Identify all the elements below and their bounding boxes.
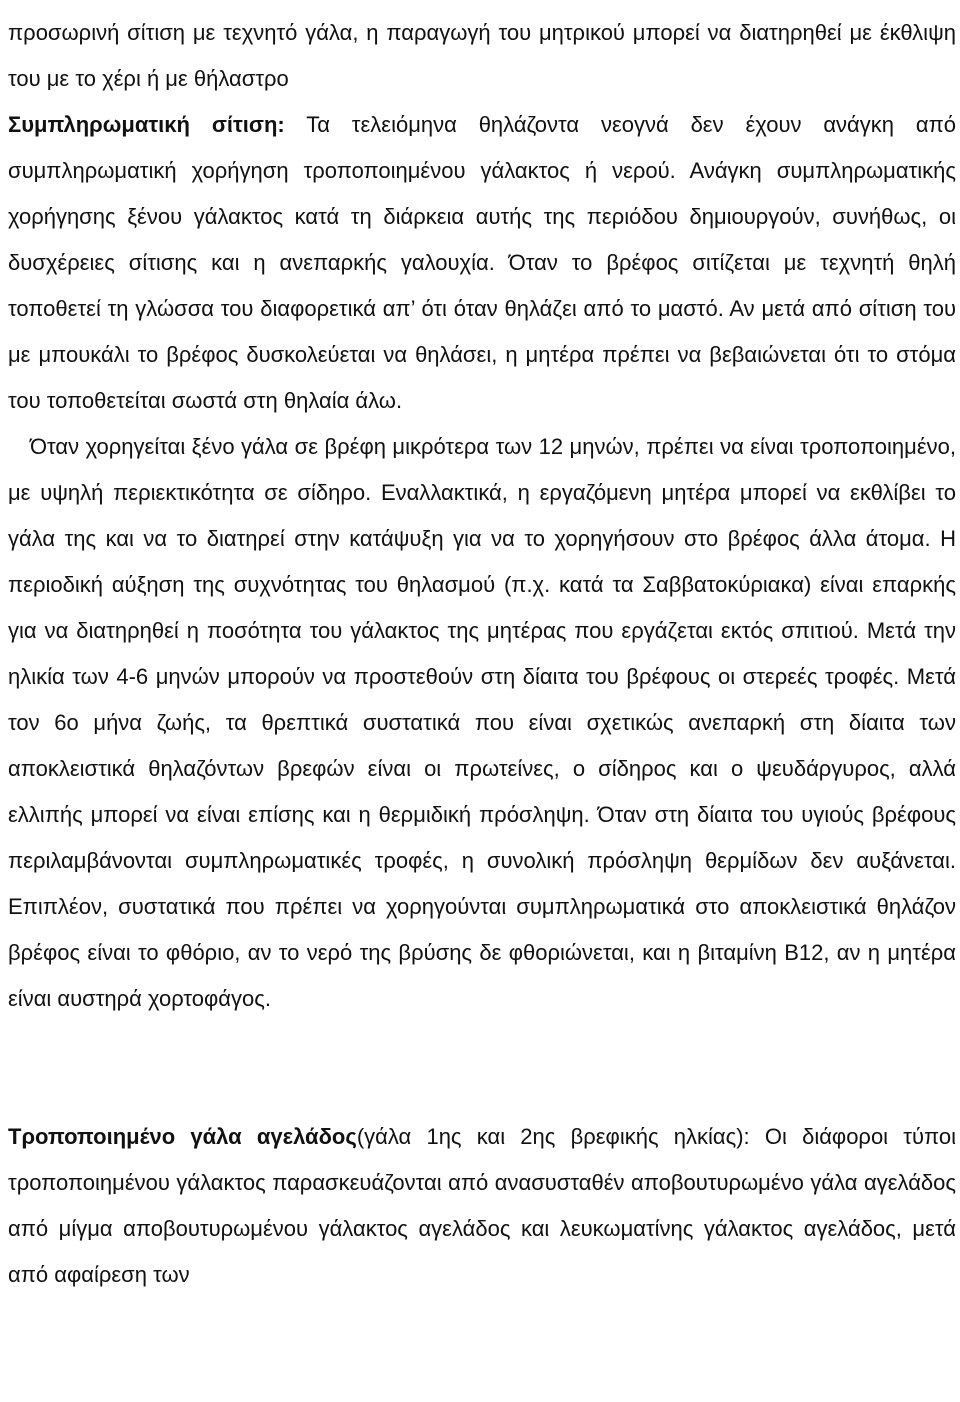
paragraph-supplementary-feeding [8,102,956,424]
section-heading-supplementary-feeding: Συμπληρωματική σίτιση: [8,112,285,137]
paragraph-text: προσωρινή σίτιση με τεχνητό γάλα, η παραγωγή του μητρικού μπορεί να διατηρηθεί με έκθλιψη του με το χέρι ή με θήλαστρο [8,20,956,91]
paragraph-text: Όταν χορηγείται ξένο γάλα σε βρέφη μικρότερα των 12 μηνών, πρέπει να είναι τροποποιημένο, με υψηλή περιεκτικότητα σε σίδηρο. Εναλλακτικά, η εργαζόμενη μητέρα μπορεί να εκθλίβει το γάλα της και να το διατηρεί στην κατάψυξη για να το χορηγήσουν στο βρέφος άλλα άτομα. Η περιοδική αύξηση της συχνότητας του θηλασμού (π.χ. κατά τα Σαββατοκύριακα) είναι επαρκής για να διατηρηθεί η ποσότητα του γάλακτος της μητέρας που εργάζεται εκτός σπιτιού. Μετά την ηλικία των 4-6 μηνών μπορούν να προστεθούν στη δίαιτα του βρέφους οι στερεές τροφές. Μετά τον 6ο μήνα ζωής, τα θρεπτικά συστατικά που είναι σχετικώς ανεπαρκή στη δίαιτα των αποκλειστικά θηλαζόντων βρεφών είναι οι πρωτείνες, ο σίδηρος και ο ψευδάργυρος, αλλά ελλιπής μπορεί να είναι επίσης και η θερμιδική πρόσληψη. Όταν στη δίαιτα του υγιούς βρέφους περιλαμβάνονται συμπληρωματικές τροφές, η συνολική πρόσληψη θερμίδων δεν αυξάνεται. Επιπλέον, συστατικά που πρέπει να χορηγούνται συμπληρωματικά στο αποκλειστικά θηλάζον βρέφος είναι το φθόριο, αν το νερό της βρύσης δε φθοριώνεται, και η βιταμίνη Β12, αν η μητέρα είναι αυστηρά χορτοφάγος. [8,434,956,1011]
paragraph-text: (γάλα 1ης και 2ης βρεφικής ηλκίας): Οι διάφοροι τύποι τροποποιημένου γάλακτος παρασκευάζονται από ανασυσταθέν αποβουτυρωμένο γάλα αγελάδος από μίγμα αποβουτυρωμένου γάλακτος αγελάδος και λευκωματίνης γάλακτος αγελάδος, μετά από αφαίρεση των [8,1124,956,1287]
section-heading-modified-cow-milk: Τροποποιημένο γάλα αγελάδος [8,1124,357,1149]
paragraph-continuation [8,10,956,102]
paragraph-modified-cow-milk [8,1114,956,1298]
paragraph-foreign-milk [8,424,956,1022]
paragraph-text: Τα τελειόμηνα θηλάζοντα νεογνά δεν έχουν ανάγκη από συμπληρωματική χορήγηση τροποποιημένου γάλακτος ή νερού. Ανάγκη συμπληρωματικής χορήγησης ξένου γάλακτος κατά τη διάρκεια αυτής της περιόδου δημιουργούν, συνήθως, οι δυσχέρειες σίτισης και η ανεπαρκής γαλουχία. Όταν το βρέφος σιτίζεται με τεχνητή θηλή τοποθετεί τη γλώσσα του διαφορετικά απ’ ότι όταν θηλάζει από το μαστό. Αν μετά από σίτιση του με μπουκάλι το βρέφος δυσκολεύεται να θηλάσει, η μητέρα πρέπει να βεβαιώνεται ότι το στόμα του τοποθετείται σωστά στη θηλαία άλω. [8,112,956,413]
paragraph-spacer [8,1022,956,1114]
document-page [8,10,956,1298]
